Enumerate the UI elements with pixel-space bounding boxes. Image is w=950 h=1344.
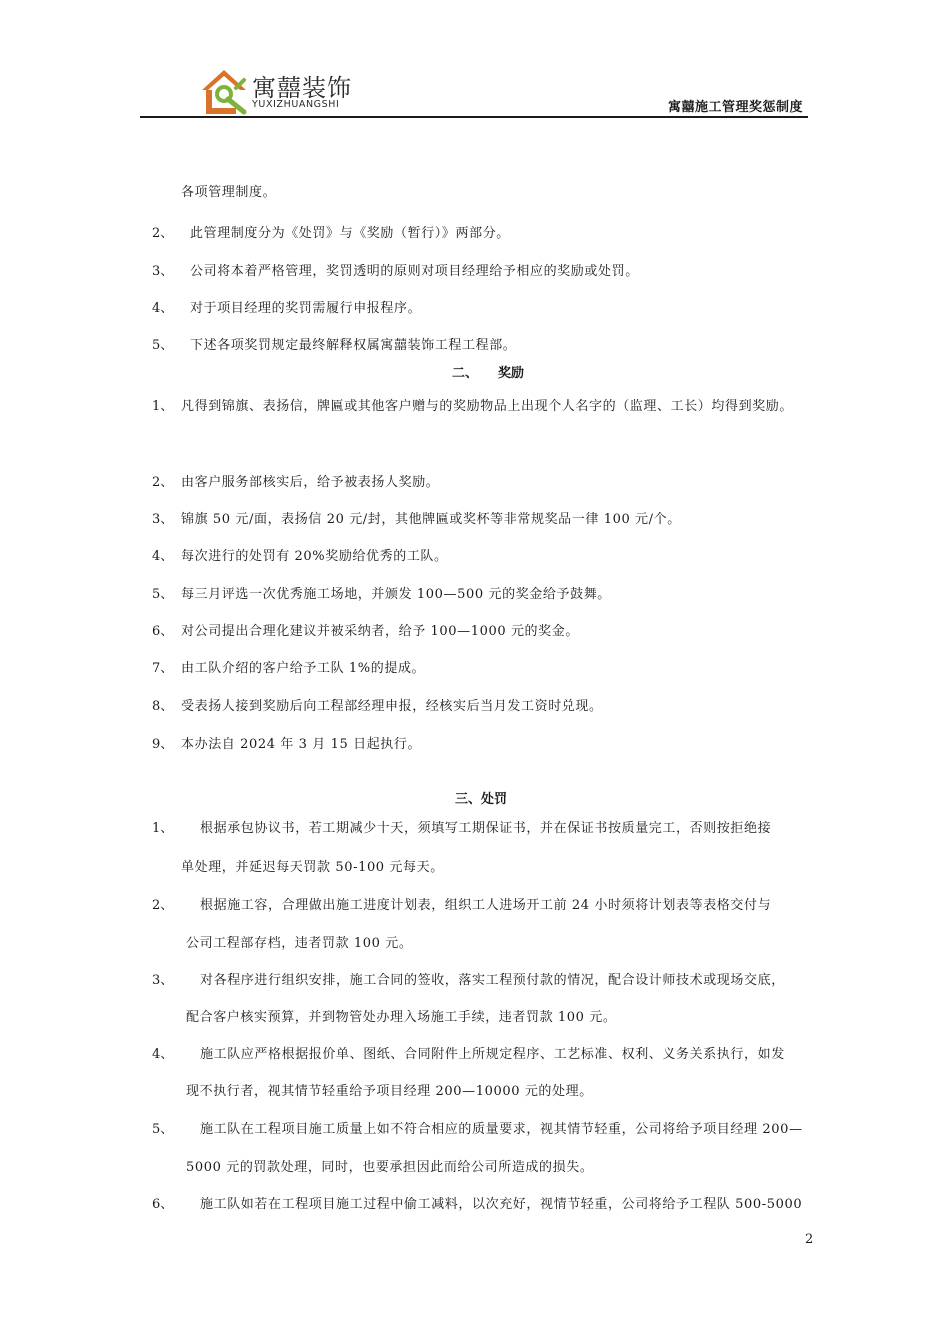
intro-item-text: 对于项目经理的奖罚需履行申报程序。	[190, 301, 422, 316]
penalty-item-number: 5、	[152, 1122, 174, 1137]
reward-item-text: 每次进行的处罚有 20%奖励给优秀的工队。	[181, 549, 448, 564]
penalty-item-text-continued: 现不执行者，视其情节轻重给予项目经理 200—10000 元的处理。	[186, 1084, 593, 1099]
reward-item-number: 7、	[152, 661, 174, 676]
penalty-item-text-continued: 单处理，并延迟每天罚款 50-100 元每天。	[181, 860, 444, 875]
reward-item-number: 3、	[152, 512, 174, 527]
penalty-item-text-continued: 5000 元的罚款处理，同时，也要承担因此而给公司所造成的损失。	[186, 1160, 594, 1175]
penalty-item-text: 根据承包协议书，若工期减少十天，须填写工期保证书，并在保证书按质量完工，否则按拒绝接	[200, 821, 772, 836]
penalty-item-text: 施工队如若在工程项目施工过程中偷工减料，以次充好，视情节轻重，公司将给予工程队 500-5000	[200, 1197, 803, 1212]
penalty-item-number: 2、	[152, 898, 174, 913]
penalty-item-text: 施工队在工程项目施工质量上如不符合相应的质量要求，视其情节轻重，公司将给予项目经理 200—	[200, 1122, 803, 1137]
house-logo-icon	[198, 66, 250, 118]
reward-item-number: 9、	[152, 737, 174, 752]
intro-item-number: 2、	[152, 226, 174, 241]
penalty-item-number: 3、	[152, 973, 174, 988]
reward-item-text: 锦旗 50 元/面，表扬信 20 元/封，其他牌匾或奖杯等非常规奖品一律 100 元/个。	[181, 512, 681, 527]
reward-item-text: 本办法自 2024 年 3 月 15 日起执行。	[181, 737, 422, 752]
penalty-item-text: 根据施工容，合理做出施工进度计划表，组织工人进场开工前 24 小时须将计划表等表格交付与	[200, 898, 772, 913]
intro-continued-text: 各项管理制度。	[181, 185, 277, 200]
reward-item-number: 6、	[152, 624, 174, 639]
penalty-item-text-continued: 公司工程部存档，违者罚款 100 元。	[186, 936, 413, 951]
penalty-item-text: 施工队应严格根据报价单、图纸、合同附件上所规定程序、工艺标准、权利、义务关系执行，如发	[200, 1047, 785, 1062]
reward-heading-number: 二、	[452, 366, 479, 381]
logo-english-name: YUXIZHUANGSHI	[252, 99, 340, 110]
logo-chinese-name: 寓囍装饰	[252, 74, 352, 102]
reward-item-number: 5、	[152, 587, 174, 602]
reward-heading-title: 奖励	[498, 366, 525, 381]
intro-item-number: 5、	[152, 338, 174, 353]
header-divider	[140, 116, 808, 118]
reward-item-text: 凡得到锦旗、表扬信，牌匾或其他客户赠与的奖励物品上出现个人名字的（监理、工长）均得到奖励。	[181, 399, 794, 414]
penalty-item-number: 4、	[152, 1047, 174, 1062]
company-logo	[198, 66, 368, 118]
reward-item-text: 受表扬人接到奖励后向工程部经理申报，经核实后当月发工资时兑现。	[181, 699, 603, 714]
intro-item-text: 此管理制度分为《处罚》与《奖励（暂行）》两部分。	[190, 226, 510, 241]
reward-item-number: 1、	[152, 399, 174, 414]
reward-item-number: 4、	[152, 549, 174, 564]
document-title: 寓囍施工管理奖惩制度	[668, 100, 804, 115]
page-number: 2	[805, 1232, 814, 1247]
penalty-heading: 三、处罚	[455, 792, 508, 807]
penalty-item-text-continued: 配合客户核实预算，并到物管处办理入场施工手续，违者罚款 100 元。	[186, 1010, 617, 1025]
reward-item-text: 每三月评选一次优秀施工场地，并颁发 100—500 元的奖金给予鼓舞。	[181, 587, 611, 602]
reward-item-number: 2、	[152, 475, 174, 490]
penalty-item-number: 6、	[152, 1197, 174, 1212]
intro-item-text: 下述各项奖罚规定最终解释权属寓囍装饰工程工程部。	[190, 338, 517, 353]
reward-item-text: 由工队介绍的客户给予工队 1%的提成。	[181, 661, 426, 676]
intro-item-number: 4、	[152, 301, 174, 316]
intro-item-number: 3、	[152, 264, 174, 279]
reward-item-text: 由客户服务部核实后，给予被表扬人奖励。	[181, 475, 440, 490]
intro-item-text: 公司将本着严格管理，奖罚透明的原则对项目经理给予相应的奖励或处罚。	[190, 264, 639, 279]
reward-item-text: 对公司提出合理化建议并被采纳者，给予 100—1000 元的奖金。	[181, 624, 579, 639]
penalty-item-number: 1、	[152, 821, 174, 836]
reward-item-number: 8、	[152, 699, 174, 714]
penalty-item-text: 对各程序进行组织安排，施工合同的签收，落实工程预付款的情况，配合设计师技术或现场交底，	[200, 973, 785, 988]
